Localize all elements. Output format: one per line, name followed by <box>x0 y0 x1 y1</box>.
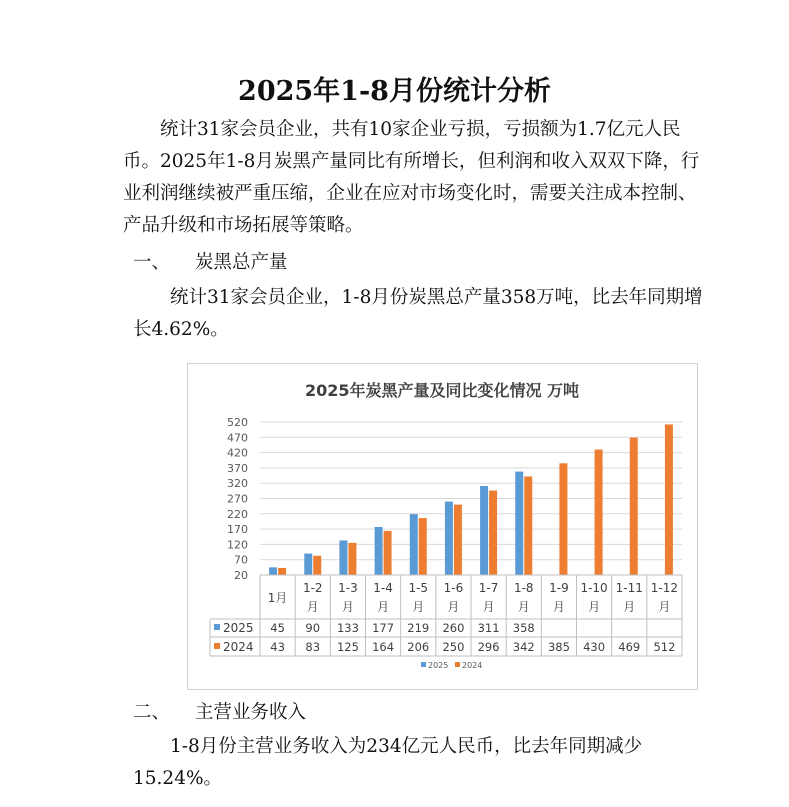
table-value-2024-8: 385 <box>547 640 570 654</box>
y-tick-label: 70 <box>234 553 248 567</box>
table-value-2025-0: 45 <box>270 621 285 635</box>
table-value-2024-10: 469 <box>618 640 641 654</box>
x-tick-label-line2: 月 <box>447 600 460 614</box>
section-1-body: 统计31家会员企业，1-8月份炭黑总产量358万吨，比去年同期增长4.62%。 <box>133 287 703 340</box>
x-tick-label-line1: 1-5 <box>408 581 429 595</box>
bar-2024-11 <box>665 424 673 575</box>
table-value-2024-4: 206 <box>407 640 430 654</box>
table-value-2024-0: 43 <box>270 640 285 654</box>
x-tick-label-line2: 月 <box>341 600 354 614</box>
section-2-body: 1-8月份主营业务收入为234亿元人民币，比去年同期减少15.24%。 <box>133 736 643 789</box>
y-tick-label: 370 <box>227 461 248 475</box>
y-tick-label: 20 <box>234 569 248 582</box>
x-tick-label-line2: 月 <box>377 600 390 614</box>
y-tick-label: 420 <box>227 446 248 460</box>
bar-2025-4 <box>410 514 418 575</box>
table-value-2024-9: 430 <box>583 640 606 654</box>
section-1-number: 一、 <box>133 252 171 273</box>
production-chart <box>187 363 698 690</box>
y-tick-label: 270 <box>227 492 248 506</box>
y-tick-label: 170 <box>227 523 248 537</box>
table-value-2024-6: 296 <box>477 640 500 654</box>
section-2-number: 二、 <box>133 702 171 723</box>
legend-label: 2025 <box>428 661 449 670</box>
table-legend-key-2024 <box>214 643 220 649</box>
chart-title: 2025年炭黑产量及同比变化情况 万吨 <box>304 381 580 400</box>
legend-key-2025 <box>421 662 426 667</box>
bar-2025-7 <box>515 472 523 575</box>
bar-2024-9 <box>595 450 603 575</box>
y-tick-label: 470 <box>227 431 248 445</box>
bar-2024-5 <box>454 505 462 575</box>
x-tick-label: 1月 <box>267 591 288 605</box>
table-value-2024-3: 164 <box>372 640 395 654</box>
legend-label: 2024 <box>462 661 483 670</box>
table-value-2025-2: 133 <box>336 621 359 635</box>
bar-2024-4 <box>419 518 427 575</box>
x-tick-label-line1: 1-6 <box>443 581 464 595</box>
production-chart-svg <box>188 364 697 689</box>
table-value-2024-11: 512 <box>653 640 676 654</box>
table-value-2025-3: 177 <box>372 621 395 635</box>
x-tick-label-line2: 月 <box>517 600 530 614</box>
bar-2024-10 <box>630 438 638 575</box>
table-value-2024-1: 83 <box>305 640 321 654</box>
bar-2024-8 <box>559 463 567 575</box>
intro-paragraph: 统计31家会员企业，共有10家企业亏损，亏损额为1.7亿元人民币。2025年1-8月炭黑产量同比有所增长，但利润和收入双双下降，行业利润继续被严重压缩，企业在应对市场变化时，需要关注成本控制、产品升级和市场拓展等策略。 <box>123 119 700 236</box>
section-1-title: 炭黑总产量 <box>195 252 288 273</box>
section-1-heading <box>133 247 288 279</box>
section-2-heading <box>133 697 306 729</box>
legend-key-2024 <box>455 662 460 667</box>
bar-2024-0 <box>278 568 286 575</box>
x-tick-label-line2: 月 <box>552 600 565 614</box>
bar-2024-7 <box>524 476 532 575</box>
table-value-2025-6: 311 <box>477 621 500 635</box>
bar-2025-6 <box>480 486 488 575</box>
y-tick-label: 320 <box>227 477 248 491</box>
table-value-2024-5: 250 <box>442 640 465 654</box>
x-tick-label-line1: 1-4 <box>373 581 393 595</box>
x-tick-label-line1: 1-11 <box>615 581 643 595</box>
x-tick-label-line1: 1-8 <box>513 581 534 595</box>
x-tick-label-line1: 1-3 <box>338 581 358 595</box>
table-value-2025-4: 219 <box>407 621 430 635</box>
x-tick-label-line2: 月 <box>306 600 319 614</box>
bar-2025-5 <box>445 502 453 575</box>
x-tick-label-line1: 1-12 <box>650 581 679 595</box>
bar-2024-3 <box>384 531 392 575</box>
bar-2024-1 <box>313 556 321 575</box>
table-value-2024-2: 125 <box>336 640 359 654</box>
y-tick-label: 520 <box>227 416 248 429</box>
x-tick-label-line1: 1-9 <box>549 581 569 595</box>
x-tick-label-line2: 月 <box>412 600 425 614</box>
bar-2025-0 <box>269 567 277 575</box>
page-title: 2025年1-8月份统计分析 <box>238 76 551 107</box>
table-legend-key-2025 <box>214 624 220 630</box>
table-value-2025-5: 260 <box>442 621 465 635</box>
x-tick-label-line1: 1-7 <box>478 581 499 595</box>
x-tick-label-line1: 1-2 <box>302 581 323 595</box>
table-series-name: 2024 <box>223 640 254 654</box>
table-value-2024-7: 342 <box>512 640 535 654</box>
bar-2025-2 <box>339 540 347 575</box>
table-value-2025-7: 358 <box>512 621 535 635</box>
y-tick-label: 220 <box>227 507 248 521</box>
section-2-title: 主营业务收入 <box>195 702 307 723</box>
bar-2024-2 <box>348 543 356 575</box>
table-series-name: 2025 <box>223 621 254 635</box>
y-tick-label: 120 <box>227 538 248 552</box>
x-tick-label-line2: 月 <box>623 600 636 614</box>
table-value-2025-1: 90 <box>305 621 321 635</box>
bar-2024-6 <box>489 491 497 575</box>
bar-2025-1 <box>304 554 312 575</box>
bar-2025-3 <box>375 527 383 575</box>
x-tick-label-line2: 月 <box>482 600 495 614</box>
x-tick-label-line2: 月 <box>658 600 671 614</box>
x-tick-label-line2: 月 <box>588 600 601 614</box>
x-tick-label-line1: 1-10 <box>580 581 608 595</box>
